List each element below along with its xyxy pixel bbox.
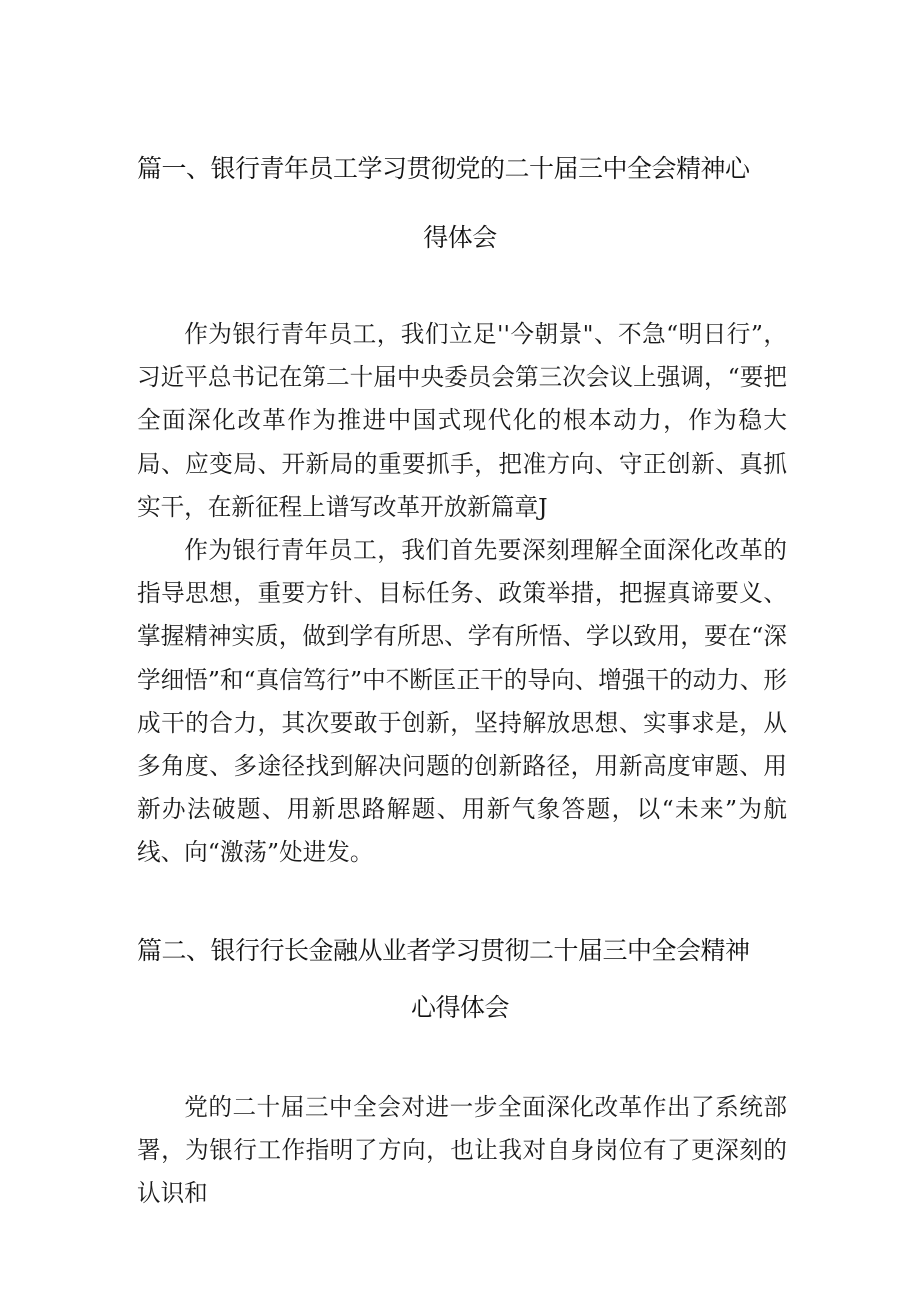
section1-title-line1: 篇一、银行青年员工学习贯彻党的二十届三中全会精神心	[137, 154, 750, 183]
section2-title-line2: 心得体会	[410, 993, 509, 1022]
section1-paragraph-2: 作为银行青年员工，我们首先要深刻理解全面深化改革的指导思想，重要方针、目标任务、政策举措，把握真谛要义、掌握精神实质，做到学有所思、学有所悟、学以致用，要在“深学细悟”和“真信笃行”中不断匡正干的导向、增强干的动力、形成干的合力，其次要敢于创新，坚持解放思想、实事求是，从多角度、多途径找到解决问题的创新路径，用新高度审题、用新办法破题、用新思路解题、用新气象答题，以“未来”为航线、向“激荡”处进发。	[137, 536, 787, 867]
section2-title-line1: 篇二、银行行长金融从业者学习贯彻二十届三中全会精神	[137, 936, 750, 965]
section1-paragraph-1: 作为银行青年员工，我们立足''今朝景"、不急“明日行”，习近平总书记在第二十届中央委员会第三次会议上强调，“要把全面深化改革作为推进中国式现代化的根本动力，作为稳大局、应变局、开新局的重要抓手，把准方向、守正创新、真抓实干，在新征程上谱写改革开放新篇章J	[137, 320, 787, 521]
section2-paragraph-1: 党的二十届三中全会对进一步全面深化改革作出了系统部署，为银行工作指明了方向，也让我对自身岗位有了更深刻的认识和	[137, 1093, 787, 1208]
section1-title-line2: 得体会	[423, 223, 497, 252]
